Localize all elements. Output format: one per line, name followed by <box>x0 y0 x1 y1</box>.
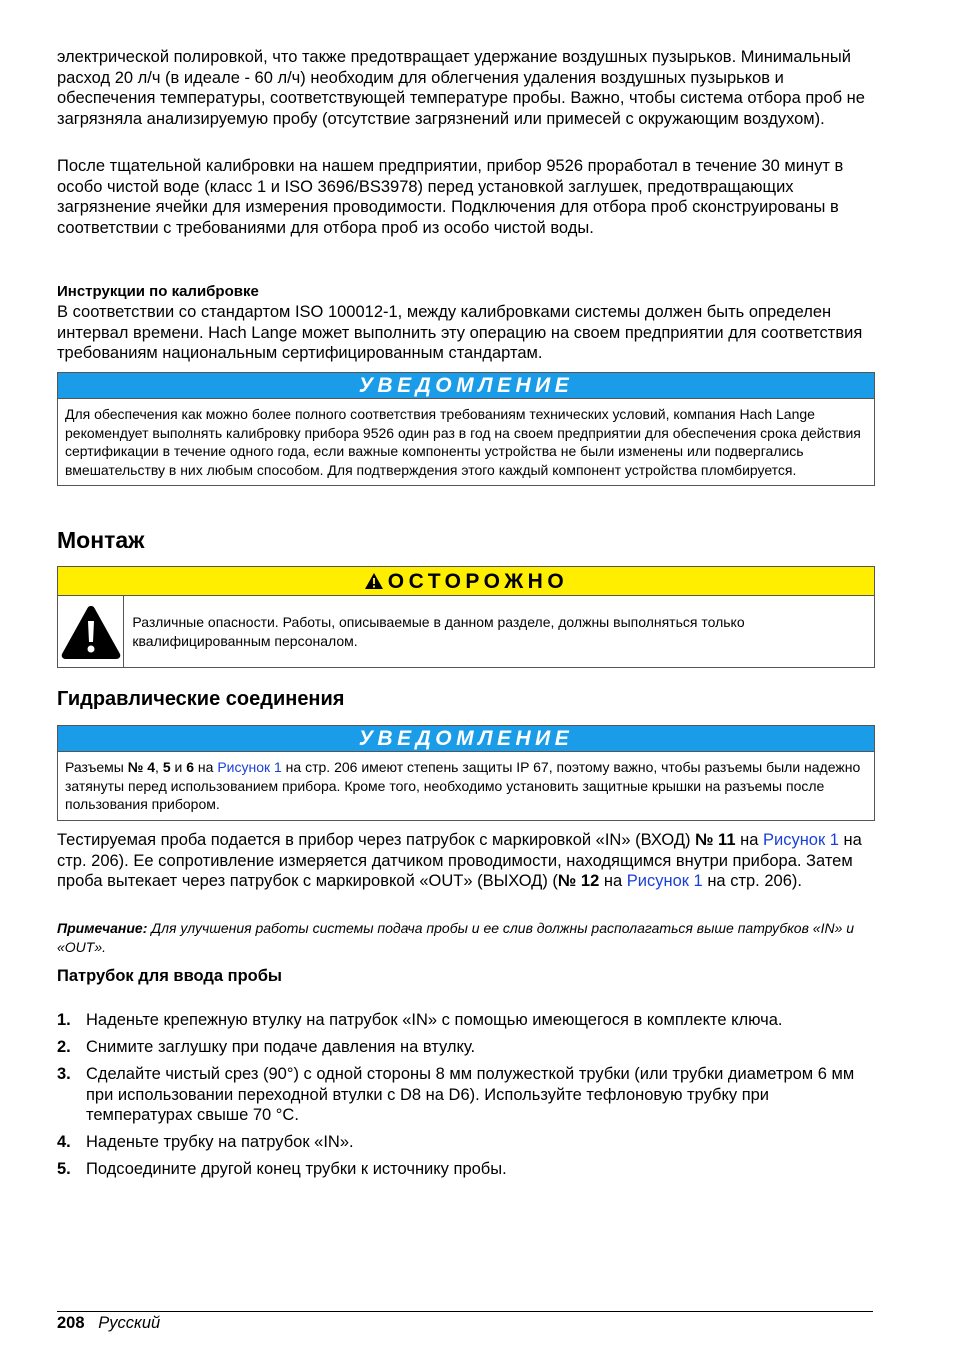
list-item: 4. Наденьте трубку на патрубок «IN». <box>57 1133 354 1151</box>
footer-language: Русский <box>98 1314 161 1332</box>
steps-list <box>57 1010 873 1186</box>
body-paragraph: Тестируемая проба подается в прибор через патрубок с маркировкой «IN» (ВХОД) № 11 на Рисунок 1 на стр. 206). Ее сопротивление измеряется датчиком проводимости, находящимся внутри прибора. Затем проба вытекает через патрубок с маркировкой «OUT» (ВЫХОД) (№ 12 на Рисунок 1 на стр. 206). <box>57 831 862 890</box>
caution-text: Различные опасности. Работы, описываемые в данном разделе, должны выполняться только квалифицированным персоналом. <box>132 614 745 649</box>
sample-inlet-heading: Патрубок для ввода пробы <box>57 967 283 985</box>
notice-title: УВЕДОМЛЕНИЕ <box>58 726 874 752</box>
sample-inlet-section <box>57 966 873 986</box>
notice-text: Для обеспечения как можно более полного соответствия требованиям технических условий, компания Hach Lange рекомендует выполнять калибровку прибора 9526 один раз в год на своем предприятии для обеспечения срока действия сертификации в течение одного года, если важные компоненты устройства не были изменены или подвергались вмешательству в них любым способом. Для подтверждения этого каждый компонент устройства пломбируется. <box>65 406 861 478</box>
caution-title: ОСТОРОЖНО <box>387 570 569 593</box>
montage-heading: Монтаж <box>57 527 145 553</box>
notice-box-connectors <box>57 725 875 821</box>
list-item: 3. Сделайте чистый срез (90°) с одной стороны 8 мм полужесткой трубки (или трубки диаметром 6 мм при использовании переходной втулки с D8 на D6). Используйте тефлоновую трубку при температурах свыше 70 °C. <box>57 1065 855 1124</box>
caution-title-bar <box>58 567 874 596</box>
intro-paragraph-2: После тщательной калибровки на нашем предприятии, прибор 9526 проработал в течение 30 минут в особо чистой воде (класс 1 и ISO 3696/BS3978) перед установкой заглушек, предотвращающих загрязнение ячейки для измерения проводимости. Подключения для отбора проб сконструированы в соответствии с требованиями для отбора проб из особо чистой воды. <box>57 157 844 237</box>
figure-link[interactable]: Рисунок 1 <box>762 831 839 849</box>
hydraulic-section <box>57 687 873 711</box>
list-item: 2. Снимите заглушку при подаче давления на втулку. <box>57 1038 476 1056</box>
note-text: Для улучшения работы системы подача пробы и ее слив должны располагаться выше патрубков «IN» и «OUT». <box>57 920 855 955</box>
notice-box-calibration <box>57 372 875 486</box>
note <box>57 919 873 956</box>
montage-section <box>57 527 873 553</box>
figure-link[interactable]: Рисунок 1 <box>217 759 282 775</box>
notice-title: УВЕДОМЛЕНИЕ <box>58 373 874 399</box>
hydraulic-heading: Гидравлические соединения <box>57 688 345 710</box>
intro-paragraph-1: электрической полировкой, что также предотвращает удержание воздушных пузырьков. Минимальный расход 20 л/ч (в идеале - 60 л/ч) необходим для облегчения удаления воздушных пузырьков и обеспечения температуры, соответствующей температуре пробы. Важно, чтобы система отбора проб не загрязняла анализируемую пробу (отсутствие загрязнений или примесей с окружающим воздухом). <box>57 48 865 128</box>
calibration-text: В соответствии со стандартом ISO 100012-1, между калибровками системы должен быть определен интервал времени. Hach Lange может выполнить эту операцию на своем предприятии для соответствия требованиям национальным сертифицированным стандартам. <box>57 303 863 362</box>
calibration-heading: Инструкции по калибровке <box>57 283 259 300</box>
list-item: 1. Наденьте крепежную втулку на патрубок «IN» с помощью имеющегося в комплекте ключа. <box>57 1011 783 1029</box>
figure-link[interactable]: Рисунок 1 <box>626 872 703 890</box>
hazard-icon <box>58 596 124 667</box>
footer-divider <box>57 1311 873 1312</box>
caution-box <box>57 566 875 668</box>
footer <box>57 1313 160 1334</box>
note-label: Примечание: <box>57 920 148 936</box>
list-item: 5. Подсоедините другой конец трубки к источнику пробы. <box>57 1160 507 1178</box>
page-number: 208 <box>57 1314 85 1332</box>
notice-text: Разъемы № 4, 5 и 6 на Рисунок 1 на стр. 206 имеют степень защиты IP 67, поэтому важно, чтобы разъемы были надежно затянуты перед использованием прибора. Кроме того, необходимо установить защитные крышки на разъемы после пользования прибором. <box>65 759 861 812</box>
calibration-section <box>57 282 873 364</box>
warning-triangle-icon <box>364 569 384 598</box>
